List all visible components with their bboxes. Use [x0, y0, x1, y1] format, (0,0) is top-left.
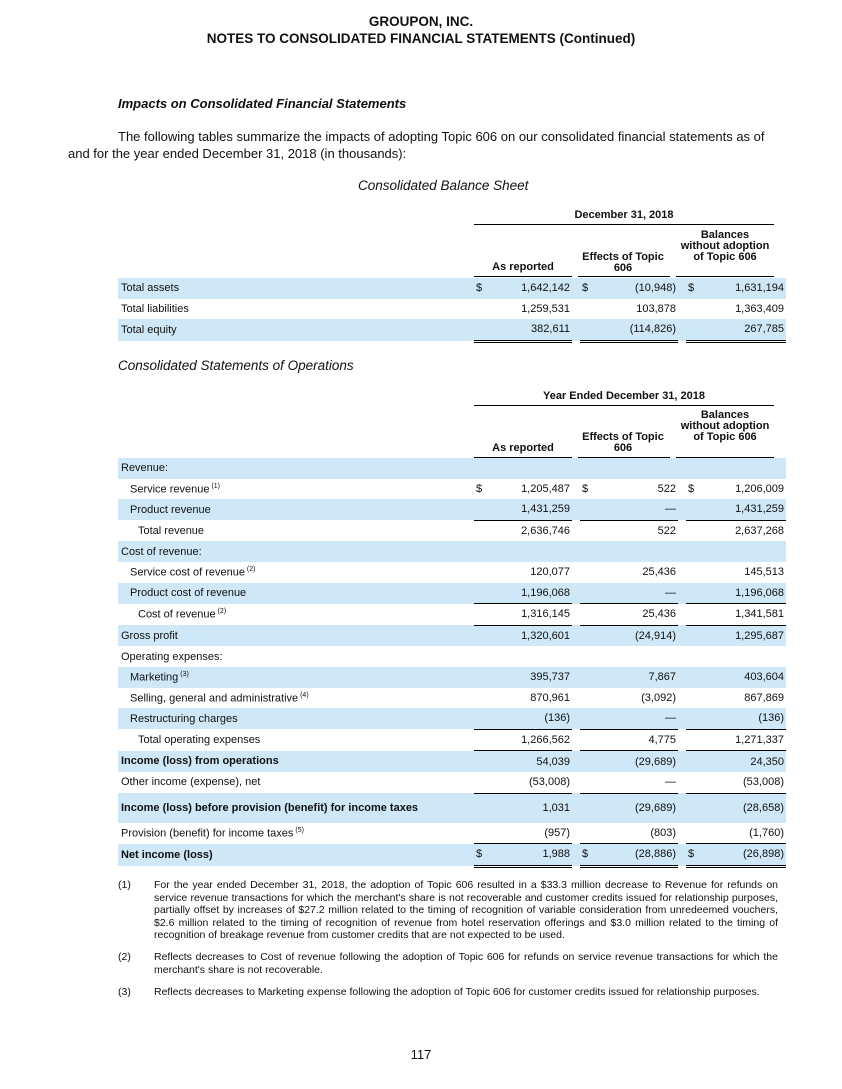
cell-value	[484, 541, 572, 562]
cell-value	[590, 541, 678, 562]
cell-value: 1,316,145	[484, 604, 572, 626]
currency-symbol	[686, 646, 696, 667]
footnote-text: Reflects decreases to Cost of revenue following the adoption of Topic 606 for refunds on service revenue transactions for which the merchant's share is not recoverable.	[154, 951, 778, 976]
column-gap	[678, 499, 686, 520]
currency-symbol	[580, 708, 590, 729]
currency-symbol	[580, 319, 590, 341]
column-gap	[678, 541, 686, 562]
column-gap	[678, 688, 686, 709]
currency-symbol	[580, 541, 590, 562]
cell-value: (136)	[484, 708, 572, 729]
cell-value: (1,760)	[749, 826, 784, 839]
row-label: Total operating expenses	[138, 734, 261, 747]
currency-symbol	[686, 319, 696, 341]
column-gap	[572, 562, 580, 583]
table-row	[118, 646, 786, 667]
balance-sheet-table	[118, 278, 786, 343]
row-label: Net income (loss)	[118, 844, 474, 867]
currency-symbol	[474, 708, 484, 729]
currency-symbol	[580, 772, 590, 793]
col-without-adoption: Balances without adoption of Topic 606	[680, 409, 770, 443]
column-gap	[572, 708, 580, 729]
cell-value: (28,886)	[590, 844, 678, 867]
currency-symbol	[686, 751, 696, 772]
column-gap	[572, 793, 580, 823]
column-gap	[678, 562, 686, 583]
intro-paragraph: The following tables summarize the impacts of adopting Topic 606 on our consolidated financial statements as of and for the year ended December 31, 2018 (in thousands):	[68, 129, 765, 161]
column-gap	[572, 458, 580, 479]
currency-symbol	[474, 520, 484, 541]
cell-value: 395,737	[484, 667, 572, 688]
column-gap	[572, 604, 580, 626]
cell-value: 1,320,601	[484, 625, 572, 646]
cell-value: —	[590, 583, 678, 604]
cell-value: 2,636,746	[484, 520, 572, 541]
row-label: Total revenue	[138, 524, 205, 537]
currency-symbol	[474, 604, 484, 626]
currency-symbol: $	[686, 278, 696, 299]
footnote-number: (2)	[118, 951, 131, 963]
cell-value: (29,689)	[590, 751, 678, 772]
currency-symbol	[474, 823, 484, 844]
footnote-2	[118, 951, 778, 976]
table-row	[118, 729, 786, 751]
notes-heading: NOTES TO CONSOLIDATED FINANCIAL STATEMENTS (Continued)	[206, 31, 636, 46]
currency-symbol	[474, 751, 484, 772]
row-label: Cost of revenue $^{(2)}$	[138, 608, 227, 621]
row-label: Other income (expense), net	[121, 776, 261, 789]
column-gap	[678, 823, 686, 844]
cell-value: (3,092)	[641, 691, 676, 704]
currency-symbol: $	[476, 482, 483, 495]
cell-value: 522	[590, 520, 678, 541]
cell-value: 54,039	[484, 751, 572, 772]
row-label: Total equity	[118, 319, 474, 341]
currency-symbol	[580, 667, 590, 688]
col-rule	[676, 276, 774, 277]
footnote-ref: (1)	[209, 482, 220, 490]
table-row	[118, 583, 786, 604]
cell-value	[484, 458, 572, 479]
currency-symbol	[580, 299, 590, 320]
cell-value: 120,077	[530, 566, 570, 579]
column-gap	[572, 278, 580, 299]
cell-value: (28,658)	[696, 793, 786, 823]
cell-value	[590, 458, 678, 479]
currency-symbol	[474, 646, 484, 667]
currency-symbol	[580, 520, 590, 541]
column-gap	[678, 479, 686, 500]
cell-value: 1,988	[484, 844, 572, 867]
currency-symbol	[474, 541, 484, 562]
row-label: Service revenue $^{(1)}$	[130, 482, 220, 496]
column-gap	[678, 793, 686, 823]
cell-value: 1,206,009	[735, 482, 784, 495]
footnote-ref: (2)	[244, 565, 256, 573]
col-effects: Effects of Topic 606	[582, 251, 664, 274]
footnote-text: For the year ended December 31, 2018, the adoption of Topic 606 resulted in a $33.3 million decrease to Revenue for refunds on service revenue transactions for which the merchant's share is not recoverable and customer credits issued for relationship purposes, partially offset by increases of $27.2 million related to the timing of recognition of variable consideration from unredeemed vouchers, $2.6 million related to the timing of recognition of revenue from hotel reservation offerings and $3.0 million related to the timing of recognition of breakage revenue from customer credits that are not expected to be used.	[154, 879, 778, 941]
currency-symbol: $	[582, 482, 589, 495]
column-gap	[572, 667, 580, 688]
currency-symbol	[580, 793, 590, 823]
cell-value: 1,431,259	[484, 499, 572, 520]
currency-symbol	[474, 299, 484, 320]
col-as-reported: As reported	[492, 261, 554, 273]
currency-symbol	[474, 319, 484, 341]
currency-symbol: $	[686, 844, 696, 867]
table-row	[118, 708, 786, 729]
column-gap	[572, 299, 580, 320]
cell-value: 522	[657, 482, 676, 495]
currency-symbol	[686, 625, 696, 646]
column-gap	[678, 583, 686, 604]
cell-value: (10,948)	[590, 278, 678, 299]
column-gap	[572, 751, 580, 772]
column-gap	[678, 772, 686, 793]
column-gap	[678, 319, 686, 341]
column-gap	[678, 708, 686, 729]
cell-value: 1,266,562	[484, 729, 572, 751]
footnote-text: Reflects decreases to Marketing expense following the adoption of Topic 606 for customer credits issued for relationship purposes.	[154, 986, 760, 998]
row-label: Product cost of revenue	[118, 583, 474, 604]
currency-symbol	[686, 793, 696, 823]
balance-sheet-caption: Consolidated Balance Sheet	[358, 178, 529, 193]
column-gap	[678, 278, 686, 299]
table-row	[118, 751, 786, 772]
column-gap	[678, 520, 686, 541]
cell-value	[590, 646, 678, 667]
table-row	[118, 541, 786, 562]
column-gap	[572, 625, 580, 646]
cell-value	[696, 541, 786, 562]
column-gap	[572, 479, 580, 500]
row-label: Total liabilities	[121, 302, 189, 315]
column-gap	[572, 499, 580, 520]
col-rule	[474, 276, 572, 277]
column-gap	[678, 299, 686, 320]
column-gap	[678, 458, 686, 479]
currency-symbol	[686, 458, 696, 479]
column-gap	[572, 541, 580, 562]
currency-symbol: $	[474, 844, 484, 867]
footnote-ref: (3)	[178, 670, 189, 678]
currency-symbol	[474, 458, 484, 479]
table-row	[118, 772, 786, 793]
currency-symbol	[474, 667, 484, 688]
column-gap	[678, 751, 686, 772]
column-gap	[572, 583, 580, 604]
currency-symbol	[580, 729, 590, 751]
cell-value: (136)	[696, 708, 786, 729]
cell-value: 1,631,194	[696, 278, 786, 299]
cell-value: (29,689)	[590, 793, 678, 823]
cell-value: —	[590, 499, 678, 520]
currency-symbol	[474, 688, 484, 709]
operations-caption: Consolidated Statements of Operations	[118, 358, 354, 373]
operations-table	[118, 458, 786, 868]
currency-symbol	[474, 729, 484, 751]
row-label: Gross profit	[118, 625, 474, 646]
currency-symbol	[474, 625, 484, 646]
cell-value: 267,785	[696, 319, 786, 341]
currency-symbol	[474, 793, 484, 823]
currency-symbol	[580, 458, 590, 479]
column-gap	[572, 520, 580, 541]
cell-value: 1,271,337	[696, 729, 786, 751]
currency-symbol	[686, 729, 696, 751]
currency-symbol	[686, 823, 696, 844]
table-row	[118, 319, 786, 341]
column-gap	[678, 667, 686, 688]
row-label: Provision (benefit) for income taxes $^{(5)}$	[121, 826, 304, 840]
column-gap	[678, 625, 686, 646]
row-label: Service cost of revenue $^{(2)}$	[130, 565, 256, 579]
row-label: Operating expenses:	[121, 650, 223, 663]
footnote-ref: (4)	[298, 691, 309, 699]
currency-symbol	[686, 541, 696, 562]
table-row	[118, 823, 786, 844]
cell-value: —	[665, 776, 676, 789]
cell-value: 24,350	[696, 751, 786, 772]
period-rule	[474, 224, 774, 225]
column-gap	[678, 729, 686, 751]
table-row	[118, 458, 786, 479]
currency-symbol	[686, 520, 696, 541]
currency-symbol: $	[688, 482, 695, 495]
row-label: Income (loss) before provision (benefit) for income taxes	[118, 793, 474, 823]
cell-value: 867,869	[744, 691, 784, 704]
currency-symbol	[686, 772, 696, 793]
footnote-3	[118, 986, 778, 999]
cell-value	[696, 646, 786, 667]
cell-value: —	[590, 708, 678, 729]
company-name: GROUPON, INC.	[368, 14, 474, 29]
row-label: Restructuring charges	[118, 708, 474, 729]
row-label: Cost of revenue:	[118, 541, 474, 562]
table-row	[118, 604, 786, 626]
column-gap	[572, 844, 580, 867]
column-gap	[678, 604, 686, 626]
currency-symbol	[474, 562, 484, 583]
currency-symbol	[580, 823, 590, 844]
table-row	[118, 520, 786, 541]
section-title: Impacts on Consolidated Financial Statements	[118, 96, 407, 111]
table-row	[118, 844, 786, 867]
table-row	[118, 562, 786, 583]
column-gap	[572, 729, 580, 751]
cell-value: 1,031	[484, 793, 572, 823]
col-effects: Effects of Topic 606	[582, 431, 664, 454]
table-row	[118, 278, 786, 299]
currency-symbol	[580, 604, 590, 626]
cell-value: 25,436	[590, 604, 678, 626]
col-rule	[578, 276, 670, 277]
footnote-ref: (2)	[215, 608, 227, 616]
cell-value: 382,611	[484, 319, 572, 341]
currency-symbol	[580, 751, 590, 772]
table-row	[118, 688, 786, 709]
column-gap	[678, 646, 686, 667]
cell-value: 7,867	[590, 667, 678, 688]
cell-value: 25,436	[642, 566, 676, 579]
cell-value: 4,775	[590, 729, 678, 751]
cell-value: 870,961	[530, 691, 570, 704]
cell-value: 1,295,687	[696, 625, 786, 646]
currency-symbol: $	[580, 844, 590, 867]
cell-value: (53,008)	[743, 776, 784, 789]
row-label: Total assets	[118, 278, 474, 299]
currency-symbol	[686, 499, 696, 520]
cell-value: 2,637,268	[696, 520, 786, 541]
cell-value: 1,196,068	[696, 583, 786, 604]
cell-value	[484, 646, 572, 667]
currency-symbol	[686, 708, 696, 729]
currency-symbol	[686, 667, 696, 688]
table-row	[118, 499, 786, 520]
cell-value: (114,826)	[590, 319, 678, 341]
column-gap	[678, 844, 686, 867]
cell-value: (957)	[544, 826, 570, 839]
cell-value: 1,259,531	[521, 302, 570, 315]
column-gap	[572, 646, 580, 667]
row-label: Product revenue	[118, 499, 474, 520]
balance-sheet-period: December 31, 2018	[574, 209, 674, 221]
row-label: Revenue:	[118, 458, 474, 479]
cell-value: (26,898)	[696, 844, 786, 867]
currency-symbol	[686, 688, 696, 709]
col-without-adoption: Balances without adoption of Topic 606	[680, 229, 770, 263]
column-gap	[572, 688, 580, 709]
page-number: 117	[410, 1047, 432, 1062]
cell-value: 103,878	[636, 302, 676, 315]
cell-value	[696, 458, 786, 479]
currency-symbol	[580, 583, 590, 604]
footnote-number: (1)	[118, 879, 131, 891]
cell-value: 403,604	[696, 667, 786, 688]
row-label: Selling, general and administrative $^{(4)}$	[130, 691, 309, 705]
currency-symbol	[580, 646, 590, 667]
footnote-1	[118, 879, 778, 942]
row-label: Income (loss) from operations	[118, 751, 474, 772]
cell-value: 1,205,487	[521, 482, 570, 495]
currency-symbol	[686, 299, 696, 320]
column-gap	[572, 772, 580, 793]
cell-value: 1,642,142	[484, 278, 572, 299]
footnote-number: (3)	[118, 986, 131, 998]
currency-symbol: $	[474, 278, 484, 299]
col-as-reported: As reported	[492, 442, 554, 454]
table-row	[118, 667, 786, 688]
currency-symbol	[686, 583, 696, 604]
table-row	[118, 793, 786, 823]
currency-symbol	[580, 562, 590, 583]
currency-symbol: $	[580, 278, 590, 299]
cell-value: 1,196,068	[484, 583, 572, 604]
currency-symbol	[580, 625, 590, 646]
currency-symbol	[686, 604, 696, 626]
cell-value: 1,363,409	[735, 302, 784, 315]
table-row	[118, 299, 786, 320]
cell-value: 145,513	[744, 566, 784, 579]
operations-period: Year Ended December 31, 2018	[542, 390, 706, 402]
cell-value: (803)	[650, 826, 676, 839]
column-gap	[572, 823, 580, 844]
cell-value: 1,431,259	[696, 499, 786, 520]
currency-symbol	[580, 688, 590, 709]
table-row	[118, 479, 786, 500]
row-label: Marketing $^{(3)}$	[118, 667, 474, 688]
currency-symbol	[580, 499, 590, 520]
period-rule	[474, 405, 774, 406]
currency-symbol	[686, 562, 696, 583]
cell-value: (24,914)	[590, 625, 678, 646]
currency-symbol	[474, 772, 484, 793]
column-gap	[572, 319, 580, 341]
footnote-ref: (5)	[293, 826, 304, 834]
currency-symbol	[474, 499, 484, 520]
cell-value: (53,008)	[529, 776, 570, 789]
cell-value: 1,341,581	[696, 604, 786, 626]
currency-symbol	[474, 583, 484, 604]
table-row	[118, 625, 786, 646]
